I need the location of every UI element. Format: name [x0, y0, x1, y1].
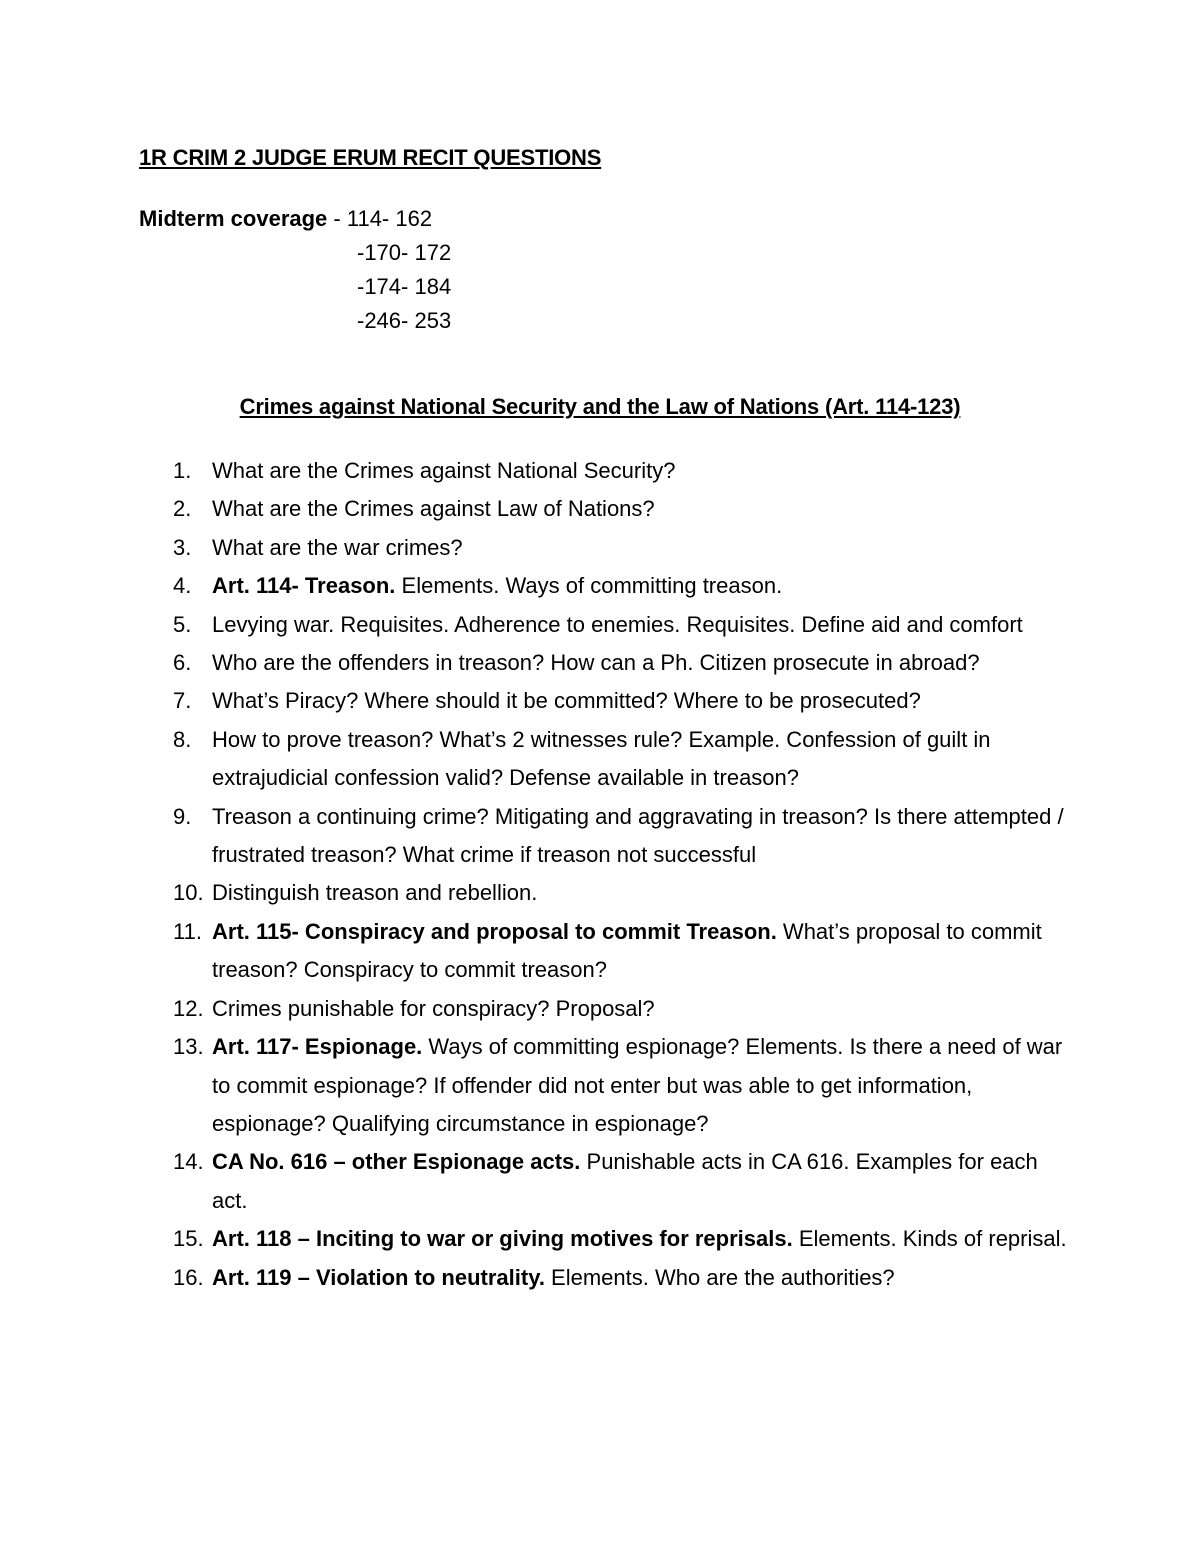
question-number: 16. — [173, 1264, 204, 1290]
question-number: 4. — [173, 573, 192, 599]
question-topic: Art. 115- Conspiracy and proposal to commit Treason. — [212, 918, 777, 944]
list-item — [139, 1143, 1069, 1220]
question-text: Ways of committing espionage? Elements. Is there a need of war to commit espionage? If offender did not enter but was able to get information, espionage? Qualifying circumstance in espionage? — [212, 1034, 1063, 1136]
list-item — [139, 798, 1069, 875]
coverage-label: Midterm coverage — [139, 206, 328, 231]
question-text: What are the Crimes against Law of Nations? — [212, 496, 655, 522]
list-item — [139, 1259, 1069, 1297]
coverage-range: -170- 172 — [357, 240, 452, 265]
list-item — [139, 721, 1069, 798]
section-heading: Crimes against National Security and the Law of Nations (Art. 114-123) — [239, 394, 961, 419]
question-text: What are the war crimes? — [212, 534, 463, 560]
question-number: 15. — [173, 1226, 204, 1252]
question-topic: Art. 118 – Inciting to war or giving motives for reprisals. — [212, 1226, 793, 1252]
question-text: What’s proposal to commit treason? Conspiracy to commit treason? — [212, 918, 1042, 983]
list-item — [139, 567, 1069, 605]
coverage-row — [139, 236, 452, 270]
question-text: Elements. Who are the authorities? — [544, 1264, 895, 1290]
list-item — [139, 1220, 1069, 1258]
question-text: Crimes punishable for conspiracy? Proposal? — [212, 995, 655, 1021]
question-number: 2. — [173, 496, 192, 522]
question-number: 7. — [173, 688, 192, 714]
list-item — [139, 606, 1069, 644]
question-number: 10. — [173, 880, 204, 906]
question-topic: Art. 119 – Violation to neutrality. — [212, 1264, 545, 1290]
coverage-range: -246- 253 — [357, 308, 452, 333]
coverage-row — [139, 270, 452, 304]
coverage-range: - 114- 162 — [333, 206, 433, 231]
question-number: 1. — [173, 458, 192, 483]
question-text: Treason a continuing crime? Mitigating and aggravating in treason? Is there attempted / frustrated treason? What crime if treason not successful — [212, 803, 1064, 868]
question-topic: Art. 117- Espionage. — [212, 1034, 423, 1060]
coverage-row — [139, 304, 452, 338]
question-number: 12. — [173, 995, 204, 1021]
list-item — [139, 990, 1069, 1028]
question-text: Levying war. Requisites. Adherence to enemies. Requisites. Define aid and comfort — [212, 611, 1023, 637]
question-list — [139, 452, 1069, 1297]
coverage-row — [139, 202, 432, 236]
question-text: Punishable acts in CA 616. Examples for each act. — [212, 1149, 1038, 1213]
question-text: What are the Crimes against National Security? — [212, 458, 676, 483]
question-number: 5. — [173, 611, 192, 637]
question-number: 8. — [173, 726, 192, 752]
question-text: Who are the offenders in treason? How can a Ph. Citizen prosecute in abroad? — [212, 650, 980, 676]
list-item — [139, 529, 1069, 567]
list-item — [139, 644, 1069, 682]
midterm-coverage — [139, 202, 452, 338]
question-topic: CA No. 616 – other Espionage acts. — [212, 1149, 581, 1175]
list-item — [139, 874, 1069, 912]
list-item — [139, 913, 1069, 990]
list-item — [139, 1028, 1069, 1143]
document-title: 1R CRIM 2 JUDGE ERUM RECIT QUESTIONS — [139, 145, 602, 170]
question-text: How to prove treason? What’s 2 witnesses rule? Example. Confession of guilt in extrajudicial confession valid? Defense available in treason? — [212, 726, 991, 791]
coverage-range: -174- 184 — [357, 274, 452, 299]
question-number: 3. — [173, 534, 192, 560]
question-text: Distinguish treason and rebellion. — [212, 880, 538, 906]
list-item — [139, 682, 1069, 720]
question-topic: Art. 114- Treason. — [212, 573, 396, 599]
question-number: 6. — [173, 650, 192, 676]
list-item — [139, 452, 1069, 490]
list-item — [139, 490, 1069, 528]
question-number: 9. — [173, 803, 192, 829]
question-text: Elements. Ways of committing treason. — [395, 573, 783, 599]
question-number: 11. — [173, 918, 202, 944]
question-text: What’s Piracy? Where should it be committed? Where to be prosecuted? — [212, 688, 921, 714]
question-text: Elements. Kinds of reprisal. — [792, 1226, 1067, 1252]
question-number: 14. — [173, 1149, 204, 1175]
question-number: 13. — [173, 1034, 204, 1060]
